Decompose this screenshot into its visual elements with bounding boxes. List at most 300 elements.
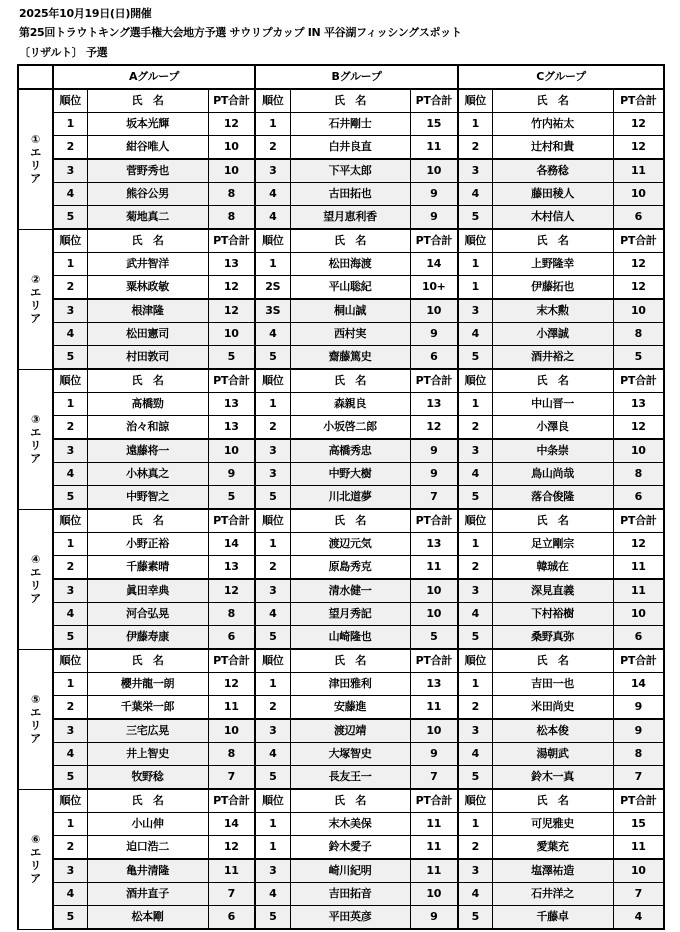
area-label-char: エ	[30, 426, 41, 439]
cell-c-pt: 12	[613, 533, 664, 556]
cell-a-pt: 13	[208, 253, 255, 276]
col-header-a-name: 氏 名	[87, 789, 208, 813]
cell-b-name: 山崎隆也	[290, 626, 410, 650]
cell-b-pt: 9	[410, 183, 458, 206]
col-header-b-pt: PT合計	[410, 509, 458, 533]
cell-b-name: 安藤進	[290, 696, 410, 720]
table-row	[18, 299, 664, 323]
col-header-a-pt: PT合計	[208, 89, 255, 113]
cell-a-rank: 5	[53, 346, 87, 370]
cell-c-name: 塩澤祐造	[492, 859, 613, 883]
cell-c-pt: 9	[613, 719, 664, 743]
group-a-header: Aグループ	[53, 65, 255, 89]
area-label-char: ア	[30, 312, 41, 325]
cell-c-pt: 10	[613, 859, 664, 883]
col-header-c-pt: PT合計	[613, 229, 664, 253]
col-header-b-pt: PT合計	[410, 789, 458, 813]
cell-c-rank: 3	[458, 719, 492, 743]
cell-c-pt: 11	[613, 836, 664, 860]
cell-b-name: 末木美保	[290, 813, 410, 836]
cell-a-pt: 10	[208, 159, 255, 183]
cell-c-name: 足立剛宗	[492, 533, 613, 556]
cell-b-pt: 10+	[410, 276, 458, 300]
cell-b-pt: 9	[410, 743, 458, 766]
cell-b-name: 古田拓也	[290, 183, 410, 206]
table-row	[18, 579, 664, 603]
cell-b-pt: 7	[410, 766, 458, 790]
cell-a-rank: 5	[53, 906, 87, 930]
cell-c-name: 末木勲	[492, 299, 613, 323]
cell-c-rank: 4	[458, 323, 492, 346]
cell-b-rank: 4	[255, 183, 290, 206]
cell-a-pt: 14	[208, 813, 255, 836]
cell-a-name: 遠藤将一	[87, 439, 208, 463]
cell-a-name: 菊地真二	[87, 206, 208, 230]
table-row	[18, 439, 664, 463]
col-header-c-name: 氏 名	[492, 229, 613, 253]
table-row	[18, 113, 664, 136]
cell-b-name: 渡辺元気	[290, 533, 410, 556]
cell-a-name: 井上智史	[87, 743, 208, 766]
cell-c-rank: 5	[458, 906, 492, 930]
cell-c-rank: 1	[458, 253, 492, 276]
cell-b-name: 原島秀克	[290, 556, 410, 580]
cell-a-rank: 3	[53, 579, 87, 603]
cell-c-rank: 1	[458, 113, 492, 136]
cell-b-pt: 11	[410, 136, 458, 160]
cell-b-rank: 1	[255, 673, 290, 696]
cell-a-pt: 12	[208, 579, 255, 603]
table-row	[18, 533, 664, 556]
col-header-b-rank: 順位	[255, 509, 290, 533]
area-number: ②	[30, 273, 40, 286]
cell-c-name: 米田尚史	[492, 696, 613, 720]
cell-b-rank: 5	[255, 906, 290, 930]
cell-c-pt: 10	[613, 183, 664, 206]
col-header-a-name: 氏 名	[87, 89, 208, 113]
cell-a-pt: 12	[208, 673, 255, 696]
cell-b-rank: 2	[255, 416, 290, 440]
table-row	[18, 743, 664, 766]
table-row	[18, 346, 664, 370]
col-header-b-rank: 順位	[255, 89, 290, 113]
cell-a-rank: 3	[53, 299, 87, 323]
cell-c-pt: 4	[613, 906, 664, 930]
cell-a-pt: 13	[208, 393, 255, 416]
cell-c-rank: 4	[458, 883, 492, 906]
cell-a-rank: 5	[53, 486, 87, 510]
area-label-char: エ	[30, 146, 41, 160]
area-label-char: エ	[30, 706, 41, 719]
cell-a-name: 眞田幸典	[87, 579, 208, 603]
cell-b-name: 大塚智史	[290, 743, 410, 766]
cell-a-rank: 2	[53, 276, 87, 300]
cell-c-pt: 12	[613, 113, 664, 136]
col-header-a-pt: PT合計	[208, 649, 255, 673]
cell-c-rank: 2	[458, 416, 492, 440]
cell-c-rank: 3	[458, 159, 492, 183]
cell-b-name: 齋藤篤史	[290, 346, 410, 370]
col-header-b-name: 氏 名	[290, 89, 410, 113]
cell-b-name: 桐山誠	[290, 299, 410, 323]
cell-a-name: 亀井清隆	[87, 859, 208, 883]
col-header-b-rank: 順位	[255, 789, 290, 813]
cell-c-rank: 5	[458, 206, 492, 230]
cell-b-name: 下平太郎	[290, 159, 410, 183]
cell-a-pt: 8	[208, 603, 255, 626]
area-label	[18, 89, 53, 229]
col-header-a-name: 氏 名	[87, 649, 208, 673]
col-header-a-pt: PT合計	[208, 369, 255, 393]
cell-b-name: 川北道夢	[290, 486, 410, 510]
cell-b-name: 高橋秀忠	[290, 439, 410, 463]
cell-c-rank: 1	[458, 813, 492, 836]
cell-a-name: 小山伸	[87, 813, 208, 836]
cell-c-rank: 1	[458, 276, 492, 300]
group-header-row	[18, 65, 664, 89]
cell-b-rank: 3	[255, 579, 290, 603]
cell-a-name: 武井智洋	[87, 253, 208, 276]
cell-c-rank: 5	[458, 626, 492, 650]
cell-b-rank: 3	[255, 719, 290, 743]
cell-b-rank: 4	[255, 603, 290, 626]
cell-b-rank: 4	[255, 883, 290, 906]
cell-c-rank: 5	[458, 486, 492, 510]
col-header-c-rank: 順位	[458, 229, 492, 253]
col-header-a-rank: 順位	[53, 509, 87, 533]
cell-a-name: 松田憲司	[87, 323, 208, 346]
cell-b-name: 森親良	[290, 393, 410, 416]
cell-a-pt: 6	[208, 906, 255, 930]
cell-c-name: 酒井裕之	[492, 346, 613, 370]
cell-c-rank: 1	[458, 393, 492, 416]
cell-b-pt: 11	[410, 696, 458, 720]
cell-a-pt: 5	[208, 346, 255, 370]
cell-c-name: 下村裕樹	[492, 603, 613, 626]
cell-a-rank: 3	[53, 719, 87, 743]
area-label	[18, 789, 53, 929]
area-label-char: ア	[30, 732, 41, 745]
col-header-b-pt: PT合計	[410, 89, 458, 113]
col-header-c-pt: PT合計	[613, 789, 664, 813]
col-header-b-pt: PT合計	[410, 369, 458, 393]
cell-c-pt: 12	[613, 253, 664, 276]
area-label-char: リ	[30, 719, 41, 732]
cell-a-name: 三宅広晃	[87, 719, 208, 743]
cell-b-pt: 10	[410, 883, 458, 906]
cell-b-pt: 13	[410, 533, 458, 556]
cell-b-rank: 3	[255, 463, 290, 486]
table-row	[18, 183, 664, 206]
cell-a-rank: 1	[53, 393, 87, 416]
cell-b-name: 長友王一	[290, 766, 410, 790]
col-header-c-pt: PT合計	[613, 649, 664, 673]
cell-c-rank: 5	[458, 346, 492, 370]
cell-c-rank: 2	[458, 136, 492, 160]
cell-a-pt: 12	[208, 836, 255, 860]
cell-a-name: 河合弘晃	[87, 603, 208, 626]
cell-c-pt: 5	[613, 346, 664, 370]
cell-c-name: 中条崇	[492, 439, 613, 463]
cell-c-name: 韓珹在	[492, 556, 613, 580]
cell-a-name: 坂本光輝	[87, 113, 208, 136]
cell-b-pt: 10	[410, 579, 458, 603]
results-table	[17, 64, 665, 930]
col-header-a-rank: 順位	[53, 89, 87, 113]
table-row	[18, 393, 664, 416]
cell-b-pt: 11	[410, 836, 458, 860]
col-header-a-name: 氏 名	[87, 229, 208, 253]
cell-a-pt: 13	[208, 416, 255, 440]
cell-c-pt: 12	[613, 416, 664, 440]
cell-a-rank: 4	[53, 603, 87, 626]
cell-c-rank: 1	[458, 673, 492, 696]
area-label-char: ア	[30, 452, 41, 465]
cell-c-name: 愛葉充	[492, 836, 613, 860]
cell-a-rank: 1	[53, 113, 87, 136]
table-row	[18, 159, 664, 183]
cell-c-pt: 12	[613, 276, 664, 300]
cell-c-name: 小澤誠	[492, 323, 613, 346]
cell-a-rank: 4	[53, 743, 87, 766]
table-row	[18, 906, 664, 930]
cell-c-pt: 8	[613, 323, 664, 346]
cell-c-name: 吉田一也	[492, 673, 613, 696]
area-label	[18, 509, 53, 649]
cell-b-rank: 2	[255, 136, 290, 160]
column-header-row	[18, 369, 664, 393]
area-label-char: エ	[30, 286, 41, 299]
cell-b-name: 清水健一	[290, 579, 410, 603]
cell-c-name: 鳥山尚哉	[492, 463, 613, 486]
cell-b-pt: 10	[410, 603, 458, 626]
cell-b-pt: 10	[410, 159, 458, 183]
table-row	[18, 603, 664, 626]
cell-c-pt: 6	[613, 486, 664, 510]
cell-c-pt: 7	[613, 766, 664, 790]
cell-c-name: 藤田稜人	[492, 183, 613, 206]
cell-c-pt: 7	[613, 883, 664, 906]
cell-c-name: 鈴木一真	[492, 766, 613, 790]
col-header-a-name: 氏 名	[87, 509, 208, 533]
cell-a-pt: 7	[208, 883, 255, 906]
cell-b-pt: 15	[410, 113, 458, 136]
col-header-c-name: 氏 名	[492, 369, 613, 393]
table-row	[18, 719, 664, 743]
cell-c-rank: 4	[458, 463, 492, 486]
cell-a-name: 菅野秀也	[87, 159, 208, 183]
cell-c-pt: 10	[613, 439, 664, 463]
cell-c-rank: 2	[458, 696, 492, 720]
area-label	[18, 369, 53, 509]
cell-b-name: 望月恵利香	[290, 206, 410, 230]
cell-c-pt: 8	[613, 463, 664, 486]
cell-b-name: 松田海渡	[290, 253, 410, 276]
cell-c-name: 松本俊	[492, 719, 613, 743]
cell-b-rank: 2S	[255, 276, 290, 300]
cell-a-name: 中野智之	[87, 486, 208, 510]
cell-c-pt: 11	[613, 579, 664, 603]
cell-a-pt: 10	[208, 323, 255, 346]
cell-b-rank: 2	[255, 556, 290, 580]
cell-a-name: 小野正裕	[87, 533, 208, 556]
col-header-b-name: 氏 名	[290, 369, 410, 393]
cell-c-rank: 3	[458, 299, 492, 323]
table-row	[18, 766, 664, 790]
cell-a-rank: 1	[53, 813, 87, 836]
cell-c-pt: 11	[613, 556, 664, 580]
cell-a-name: 紺谷唯人	[87, 136, 208, 160]
area-label	[18, 649, 53, 789]
cell-b-name: 中野大樹	[290, 463, 410, 486]
cell-a-rank: 4	[53, 323, 87, 346]
col-header-c-rank: 順位	[458, 369, 492, 393]
area-label-char: ア	[30, 592, 41, 605]
cell-b-name: 渡辺靖	[290, 719, 410, 743]
area-label	[18, 229, 53, 369]
cell-b-pt: 11	[410, 859, 458, 883]
table-row	[18, 883, 664, 906]
cell-a-rank: 5	[53, 206, 87, 230]
column-header-row	[18, 649, 664, 673]
cell-a-name: 粟林政敏	[87, 276, 208, 300]
table-row	[18, 486, 664, 510]
cell-a-pt: 11	[208, 859, 255, 883]
cell-b-pt: 14	[410, 253, 458, 276]
table-row	[18, 626, 664, 650]
cell-b-name: 望月秀記	[290, 603, 410, 626]
area-label-char: ア	[30, 172, 41, 186]
area-label-char: リ	[30, 579, 41, 592]
cell-c-name: 伊藤拓也	[492, 276, 613, 300]
cell-b-pt: 9	[410, 206, 458, 230]
table-row	[18, 556, 664, 580]
cell-a-rank: 4	[53, 183, 87, 206]
col-header-c-name: 氏 名	[492, 89, 613, 113]
cell-b-rank: 2	[255, 696, 290, 720]
cell-c-name: 上野隆幸	[492, 253, 613, 276]
table-row	[18, 276, 664, 300]
cell-a-name: 迫口浩二	[87, 836, 208, 860]
cell-a-pt: 10	[208, 136, 255, 160]
cell-b-name: 鈴木愛子	[290, 836, 410, 860]
cell-c-name: 小澤良	[492, 416, 613, 440]
col-header-a-rank: 順位	[53, 229, 87, 253]
area-label-char: リ	[30, 159, 41, 173]
cell-c-name: 可児雅史	[492, 813, 613, 836]
cell-c-name: 石井洋之	[492, 883, 613, 906]
col-header-b-name: 氏 名	[290, 509, 410, 533]
column-header-row	[18, 89, 664, 113]
event-title: 第25回トラウトキング選手権大会地方予選 サウリプカップ IN 平谷湖フィッシングスポット	[19, 26, 462, 39]
col-header-c-rank: 順位	[458, 649, 492, 673]
col-header-b-name: 氏 名	[290, 789, 410, 813]
area-label-char: ア	[30, 872, 41, 885]
cell-c-pt: 15	[613, 813, 664, 836]
table-row	[18, 673, 664, 696]
cell-c-pt: 6	[613, 206, 664, 230]
cell-b-name: 石井剛士	[290, 113, 410, 136]
area-number: ③	[30, 413, 40, 426]
cell-b-rank: 5	[255, 486, 290, 510]
cell-b-rank: 4	[255, 743, 290, 766]
cell-a-name: 櫻井龍一朗	[87, 673, 208, 696]
cell-c-pt: 6	[613, 626, 664, 650]
col-header-b-pt: PT合計	[410, 229, 458, 253]
cell-c-rank: 1	[458, 533, 492, 556]
cell-c-name: 落合俊隆	[492, 486, 613, 510]
cell-c-name: 木村信人	[492, 206, 613, 230]
col-header-a-rank: 順位	[53, 789, 87, 813]
cell-b-rank: 3	[255, 439, 290, 463]
cell-a-rank: 3	[53, 159, 87, 183]
col-header-b-name: 氏 名	[290, 229, 410, 253]
cell-c-rank: 4	[458, 183, 492, 206]
cell-a-rank: 2	[53, 836, 87, 860]
cell-c-rank: 3	[458, 859, 492, 883]
cell-c-pt: 13	[613, 393, 664, 416]
col-header-b-name: 氏 名	[290, 649, 410, 673]
cell-c-pt: 14	[613, 673, 664, 696]
cell-a-name: 伊藤寿康	[87, 626, 208, 650]
cell-b-name: 吉田拓音	[290, 883, 410, 906]
area-number: ①	[30, 133, 40, 147]
cell-c-rank: 2	[458, 556, 492, 580]
cell-c-rank: 3	[458, 579, 492, 603]
cell-c-name: 各務稔	[492, 159, 613, 183]
cell-a-pt: 9	[208, 463, 255, 486]
cell-b-name: 平田英彦	[290, 906, 410, 930]
col-header-b-rank: 順位	[255, 229, 290, 253]
cell-a-pt: 8	[208, 743, 255, 766]
group-c-header: Cグループ	[458, 65, 664, 89]
group-b-header: Bグループ	[255, 65, 458, 89]
cell-c-pt: 10	[613, 603, 664, 626]
col-header-b-rank: 順位	[255, 649, 290, 673]
results-subtitle: 〔リザルト〕 予選	[19, 46, 108, 59]
cell-b-name: 西村実	[290, 323, 410, 346]
cell-a-pt: 12	[208, 276, 255, 300]
cell-a-rank: 3	[53, 439, 87, 463]
col-header-b-rank: 順位	[255, 369, 290, 393]
cell-b-pt: 10	[410, 299, 458, 323]
cell-c-pt: 8	[613, 743, 664, 766]
cell-b-rank: 1	[255, 836, 290, 860]
table-row	[18, 813, 664, 836]
table-row	[18, 136, 664, 160]
col-header-c-name: 氏 名	[492, 789, 613, 813]
cell-c-name: 深見直義	[492, 579, 613, 603]
area-number: ⑤	[30, 693, 40, 706]
cell-a-pt: 13	[208, 556, 255, 580]
column-header-row	[18, 229, 664, 253]
table-row	[18, 253, 664, 276]
area-label-char: エ	[30, 566, 41, 579]
cell-b-pt: 13	[410, 673, 458, 696]
table-row	[18, 696, 664, 720]
area-label-char: リ	[30, 299, 41, 312]
cell-a-rank: 4	[53, 883, 87, 906]
col-header-b-pt: PT合計	[410, 649, 458, 673]
col-header-c-rank: 順位	[458, 89, 492, 113]
cell-b-pt: 9	[410, 323, 458, 346]
cell-c-rank: 4	[458, 743, 492, 766]
cell-a-pt: 12	[208, 299, 255, 323]
col-header-c-rank: 順位	[458, 509, 492, 533]
col-header-c-name: 氏 名	[492, 649, 613, 673]
column-header-row	[18, 789, 664, 813]
col-header-a-pt: PT合計	[208, 229, 255, 253]
